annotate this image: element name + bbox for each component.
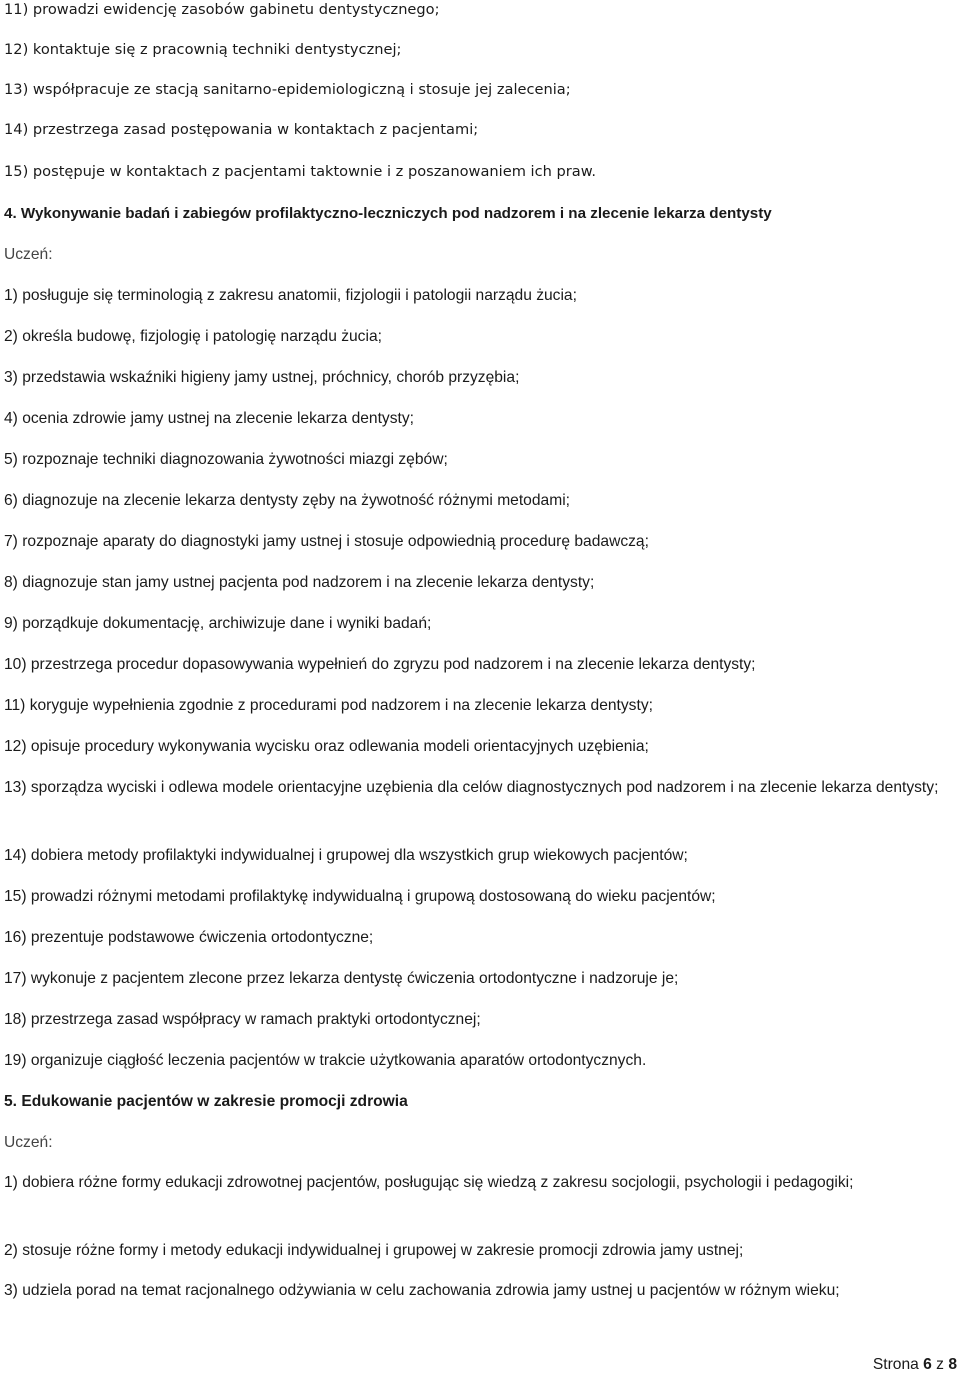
list-item: 16) prezentuje podstawowe ćwiczenia ortodontyczne; [4, 929, 374, 946]
list-item: 14) przestrzega zasad postępowania w kontaktach z pacjentami; [4, 121, 479, 138]
list-item: 4) ocenia zdrowie jamy ustnej na zlecenie lekarza dentysty; [4, 410, 414, 427]
list-item: 19) organizuje ciągłość leczenia pacjentów w trakcie użytkowania aparatów ortodontycznych. [4, 1052, 647, 1069]
list-item: 1) dobiera różne formy edukacji zdrowotnej pacjentów, posługując się wiedzą z zakresu socjologii, psychologii i pedagogiki; [4, 1174, 854, 1191]
list-item: 3) przedstawia wskaźniki higieny jamy ustnej, próchnicy, chorób przyzębia; [4, 369, 520, 386]
list-item: 12) kontaktuje się z pracownią techniki dentystycznej; [4, 41, 402, 58]
section-4-intro: Uczeń: [4, 246, 53, 263]
page-number-total: 8 [948, 1356, 957, 1373]
list-item: 3) udziela porad na temat racjonalnego odżywiania w celu zachowania zdrowia jamy ustnej u pacjentów w różnym wieku; [4, 1282, 840, 1299]
list-item: 2) stosuje różne formy i metody edukacji indywidualnej i grupowej w zakresie promocji zdrowia jamy ustnej; [4, 1242, 744, 1259]
list-item: 17) wykonuje z pacjentem zlecone przez lekarza dentystę ćwiczenia ortodontyczne i nadzoruje je; [4, 970, 679, 987]
list-item: 1) posługuje się terminologią z zakresu anatomii, fizjologii i patologii narządu żucia; [4, 287, 577, 304]
list-item: 6) diagnozuje na zlecenie lekarza dentysty zęby na żywotność różnymi metodami; [4, 492, 570, 509]
list-item: 18) przestrzega zasad współpracy w ramach praktyki ortodontycznej; [4, 1011, 481, 1028]
page-number-prefix: Strona [872, 1356, 919, 1373]
list-item: 9) porządkuje dokumentację, archiwizuje dane i wyniki badań; [4, 615, 432, 632]
list-item: 10) przestrzega procedur dopasowywania wypełnień do zgryzu pod nadzorem i na zlecenie lekarza dentysty; [4, 656, 756, 673]
page-number-sep: z [936, 1356, 944, 1373]
section-4-heading: 4. Wykonywanie badań i zabiegów profilaktyczno-leczniczych pod nadzorem i na zlecenie lekarza dentysty [4, 205, 772, 222]
page-number-current: 6 [923, 1356, 932, 1373]
list-item: 5) rozpoznaje techniki diagnozowania żywotności miazgi zębów; [4, 451, 448, 468]
list-item: 8) diagnozuje stan jamy ustnej pacjenta pod nadzorem i na zlecenie lekarza dentysty; [4, 574, 595, 591]
list-item: 11) prowadzi ewidencję zasobów gabinetu dentystycznego; [4, 1, 440, 18]
list-item: 11) koryguje wypełnienia zgodnie z procedurami pod nadzorem i na zlecenie lekarza dentysty; [4, 697, 653, 714]
list-item: 14) dobiera metody profilaktyki indywidualnej i grupowej dla wszystkich grup wiekowych pacjentów; [4, 847, 688, 864]
list-item: 12) opisuje procedury wykonywania wycisku oraz odlewania modeli orientacyjnych uzębienia; [4, 738, 649, 755]
list-item: 13) sporządza wyciski i odlewa modele orientacyjne uzębienia dla celów diagnostycznych pod nadzorem i na zlecenie lekarza dentysty; [4, 779, 939, 796]
list-item: 15) postępuje w kontaktach z pacjentami taktownie i z poszanowaniem ich praw. [4, 163, 596, 180]
section-5-heading: 5. Edukowanie pacjentów w zakresie promocji zdrowia [4, 1093, 408, 1110]
section-5-intro: Uczeń: [4, 1134, 53, 1151]
list-item: 13) współpracuje ze stacją sanitarno-epidemiologiczną i stosuje jej zalecenia; [4, 81, 571, 98]
list-item: 7) rozpoznaje aparaty do diagnostyki jamy ustnej i stosuje odpowiednią procedurę badawczą; [4, 533, 649, 550]
page-number [873, 1355, 957, 1375]
list-item: 2) określa budowę, fizjologię i patologię narządu żucia; [4, 328, 382, 345]
list-item: 15) prowadzi różnymi metodami profilaktykę indywidualną i grupową dostosowaną do wieku pacjentów; [4, 888, 716, 905]
